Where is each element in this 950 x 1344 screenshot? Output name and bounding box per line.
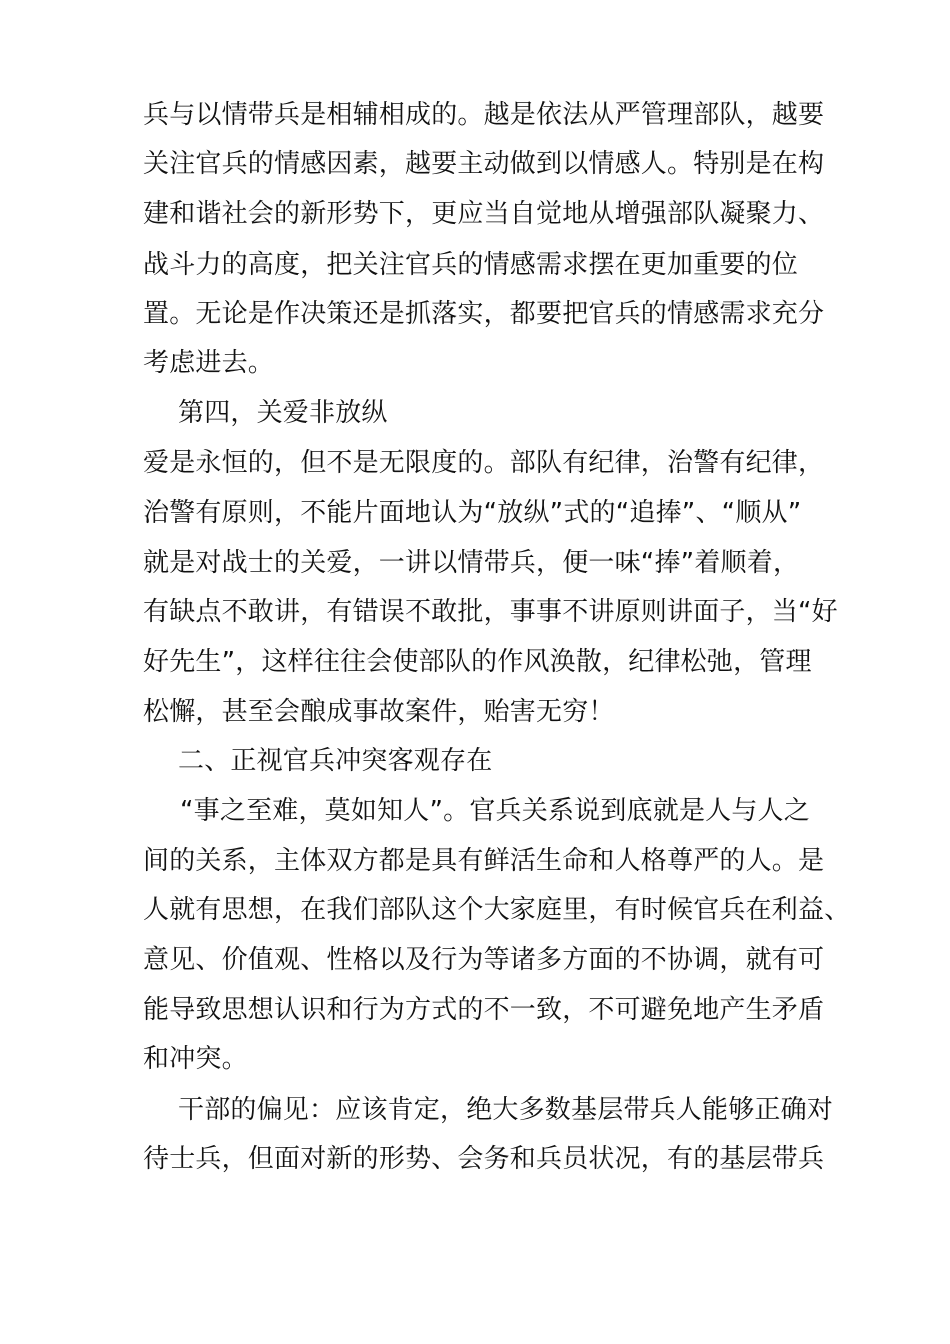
text-line: 建和谐社会的新形势下，更应当自觉地从增强部队凝聚力、 [143, 199, 825, 229]
text-line: 爱是永恒的，但不是无限度的。部队有纪律，治警有纪律， [143, 448, 825, 478]
text-line: 能导致思想认识和行为方式的不一致，不可避免地产生矛盾 [143, 995, 825, 1025]
text-line: 好先生”，这样往往会使部队的作风涣散，纪律松弛，管理 [143, 647, 812, 677]
text-line: 关注官兵的情感因素，越要主动做到以情感人。特别是在构 [143, 149, 825, 179]
text-line: 有缺点不敢讲，有错误不敢批，事事不讲原则讲面子，当“好 [143, 597, 838, 627]
text-line: “事之至难，莫如知人”。官兵关系说到底就是人与人之 [180, 796, 810, 826]
section-heading: 二、正视官兵冲突客观存在 [178, 746, 493, 776]
text-line: 置。无论是作决策还是抓落实，都要把官兵的情感需求充分 [143, 299, 825, 329]
text-line: 人就有思想，在我们部队这个大家庭里，有时候官兵在利益、 [143, 895, 851, 925]
section-heading: 第四，关爱非放纵 [178, 398, 388, 428]
text-line: 和冲突。 [143, 1044, 248, 1074]
text-line: 考虑进去。 [143, 348, 275, 378]
text-line: 就是对战士的关爱，一讲以情带兵，便一味“捧”着顺着， [143, 548, 800, 578]
text-line: 待士兵，但面对新的形势、会务和兵员状况，有的基层带兵 [143, 1144, 825, 1174]
text-line: 间的关系，主体双方都是具有鲜活生命和人格尊严的人。是 [143, 846, 825, 876]
text-line: 意见、价值观、性格以及行为等诸多方面的不协调，就有可 [143, 945, 825, 975]
text-line: 战斗力的高度，把关注官兵的情感需求摆在更加重要的位 [143, 250, 799, 280]
text-line: 干部的偏见：应该肯定，绝大多数基层带兵人能够正确对 [178, 1095, 834, 1125]
text-line: 松懈，甚至会酿成事故案件，贻害无穷！ [143, 697, 615, 727]
text-line: 治警有原则，不能片面地认为“放纵”式的“追捧”、“顺从” [143, 498, 802, 528]
text-line: 兵与以情带兵是相辅相成的。越是依法从严管理部队，越要 [143, 100, 825, 130]
